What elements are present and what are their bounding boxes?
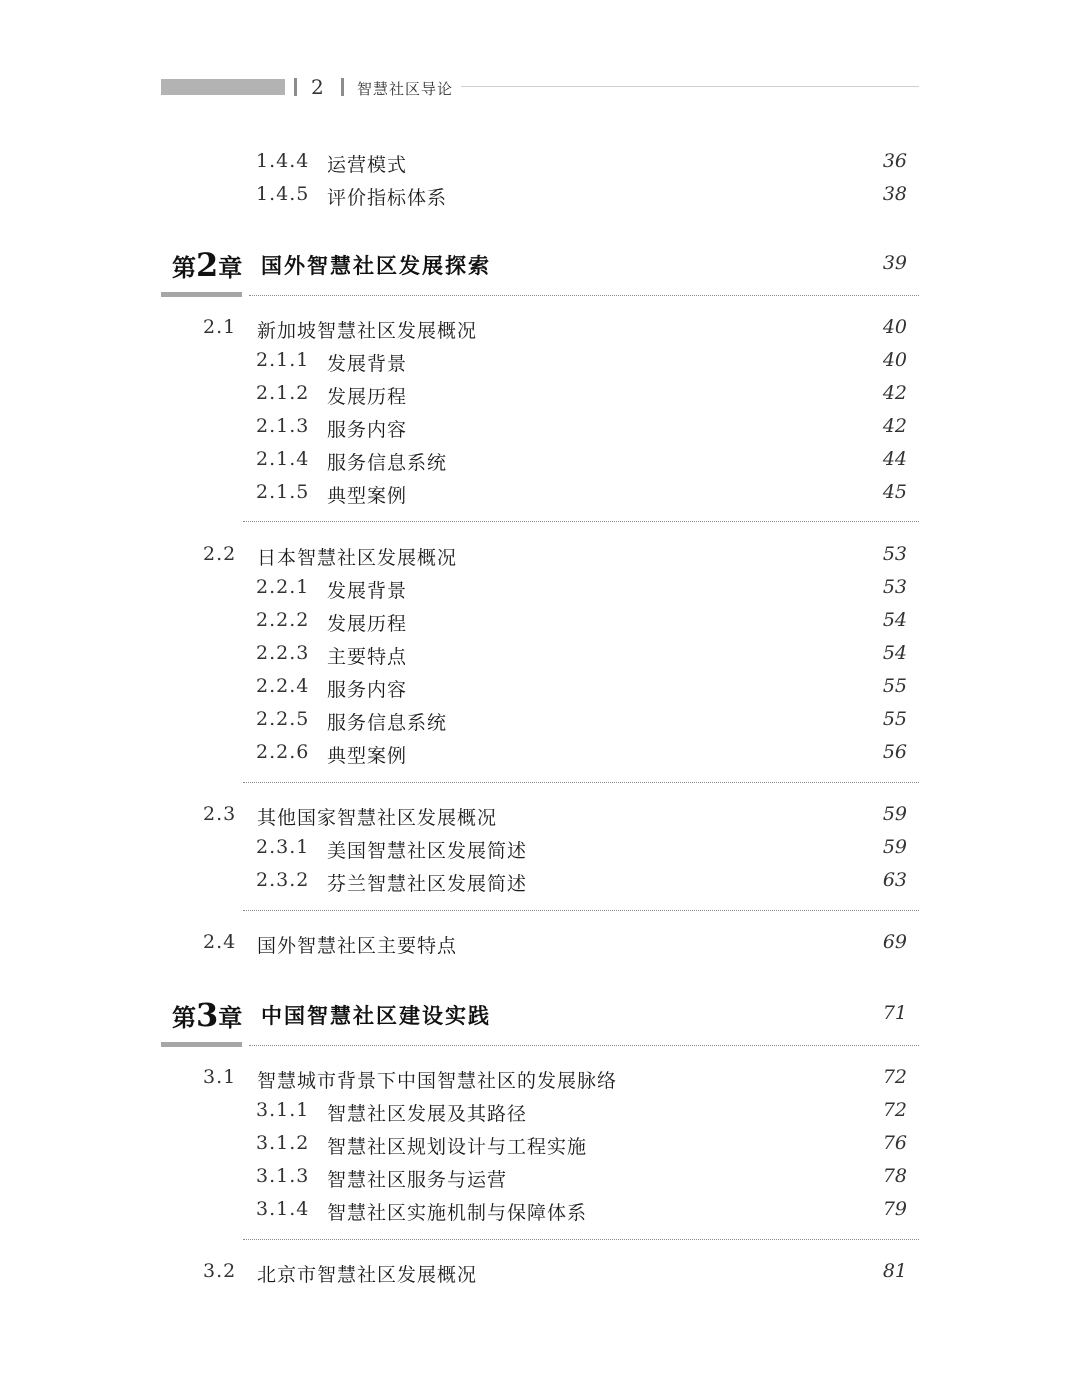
- entry-page: 54: [882, 609, 907, 631]
- section-dotted-rule: [243, 1239, 919, 1240]
- entry-title: 主要特点: [327, 646, 408, 668]
- entry-title: 服务内容: [327, 679, 408, 701]
- entry-number: 3.2: [203, 1260, 237, 1282]
- entry-number: 1.4.4: [256, 150, 310, 172]
- chapter-label: 第3章: [172, 996, 243, 1034]
- header-gray-bar: [161, 79, 285, 95]
- entry-title: 智慧社区服务与运营: [327, 1169, 508, 1191]
- entry-title: 典型案例: [327, 485, 408, 507]
- entry-title: 新加坡智慧社区发展概况: [257, 320, 478, 342]
- entry-title: 发展历程: [327, 613, 408, 635]
- entry-title: 美国智慧社区发展简述: [327, 840, 528, 862]
- entry-number: 2.2.1: [256, 576, 310, 598]
- entry-number: 2.3.2: [256, 869, 310, 891]
- running-head: [161, 74, 919, 102]
- entry-page: 56: [882, 741, 907, 763]
- entry-number: 1.4.5: [256, 183, 310, 205]
- header-divider: [341, 78, 344, 96]
- header-rule: [461, 86, 919, 87]
- entry-title: 运营模式: [327, 154, 408, 176]
- header-divider: [294, 78, 297, 96]
- entry-number: 2.1.1: [256, 349, 310, 371]
- entry-page: 63: [882, 869, 907, 891]
- chapter-label: 第2章: [172, 246, 243, 284]
- entry-title: 服务信息系统: [327, 712, 448, 734]
- entry-page: 40: [882, 316, 907, 338]
- entry-page: 72: [882, 1066, 907, 1088]
- entry-number: 2.2.2: [256, 609, 310, 631]
- entry-number: 2.2.5: [256, 708, 310, 730]
- entry-page: 38: [882, 183, 907, 205]
- entry-page: 55: [882, 675, 907, 697]
- entry-page: 79: [882, 1198, 907, 1220]
- entry-title: 北京市智慧社区发展概况: [257, 1264, 478, 1286]
- entry-title: 智慧城市背景下中国智慧社区的发展脉络: [257, 1070, 618, 1092]
- entry-page: 54: [882, 642, 907, 664]
- entry-number: 3.1.3: [256, 1165, 310, 1187]
- entry-page: 59: [882, 836, 907, 858]
- entry-number: 2.1: [203, 316, 237, 338]
- entry-page: 53: [882, 576, 907, 598]
- entry-page: 69: [882, 931, 907, 953]
- entry-title: 智慧社区发展及其路径: [327, 1103, 528, 1125]
- entry-page: 45: [882, 481, 907, 503]
- entry-number: 3.1.1: [256, 1099, 310, 1121]
- entry-page: 59: [882, 803, 907, 825]
- entry-title: 服务信息系统: [327, 452, 448, 474]
- chapter-dotted-rule: [249, 295, 919, 296]
- entry-title: 智慧社区规划设计与工程实施: [327, 1136, 588, 1158]
- entry-title: 发展背景: [327, 580, 408, 602]
- entry-page: 40: [882, 349, 907, 371]
- entry-page: 44: [882, 448, 907, 470]
- chapter-underline-bar: [161, 1042, 242, 1047]
- entry-page: 42: [882, 415, 907, 437]
- entry-page: 42: [882, 382, 907, 404]
- entry-title: 国外智慧社区主要特点: [257, 935, 458, 957]
- header-page-number: 2: [311, 75, 324, 99]
- entry-number: 2.1.4: [256, 448, 310, 470]
- entry-number: 3.1: [203, 1066, 237, 1088]
- chapter-page: 39: [882, 252, 907, 274]
- chapter-page: 71: [882, 1002, 907, 1024]
- entry-number: 2.4: [203, 931, 237, 953]
- entry-title: 日本智慧社区发展概况: [257, 547, 458, 569]
- entry-number: 2.3: [203, 803, 237, 825]
- entry-number: 2.3.1: [256, 836, 310, 858]
- entry-page: 78: [882, 1165, 907, 1187]
- entry-page: 53: [882, 543, 907, 565]
- chapter-dotted-rule: [249, 1045, 919, 1046]
- entry-number: 2.2.3: [256, 642, 310, 664]
- entry-title: 服务内容: [327, 419, 408, 441]
- entry-number: 2.1.2: [256, 382, 310, 404]
- entry-page: 76: [882, 1132, 907, 1154]
- entry-title: 芬兰智慧社区发展简述: [327, 873, 528, 895]
- entry-number: 2.2: [203, 543, 237, 565]
- entry-number: 2.1.3: [256, 415, 310, 437]
- entry-number: 2.2.4: [256, 675, 310, 697]
- entry-page: 36: [882, 150, 907, 172]
- entry-number: 2.2.6: [256, 741, 310, 763]
- chapter-underline-bar: [161, 292, 242, 297]
- entry-number: 2.1.5: [256, 481, 310, 503]
- section-dotted-rule: [243, 782, 919, 783]
- entry-number: 3.1.4: [256, 1198, 310, 1220]
- entry-title: 发展历程: [327, 386, 408, 408]
- entry-title: 智慧社区实施机制与保障体系: [327, 1202, 588, 1224]
- entry-number: 3.1.2: [256, 1132, 310, 1154]
- entry-title: 评价指标体系: [327, 187, 448, 209]
- entry-title: 发展背景: [327, 353, 408, 375]
- entry-page: 55: [882, 708, 907, 730]
- section-dotted-rule: [243, 910, 919, 911]
- entry-page: 72: [882, 1099, 907, 1121]
- header-book-title: 智慧社区导论: [357, 80, 454, 98]
- entry-page: 81: [882, 1260, 907, 1282]
- entry-title: 典型案例: [327, 745, 408, 767]
- chapter-title: 中国智慧社区建设实践: [261, 1004, 491, 1028]
- section-dotted-rule: [243, 521, 919, 522]
- entry-title: 其他国家智慧社区发展概况: [257, 807, 498, 829]
- chapter-title: 国外智慧社区发展探索: [261, 254, 491, 278]
